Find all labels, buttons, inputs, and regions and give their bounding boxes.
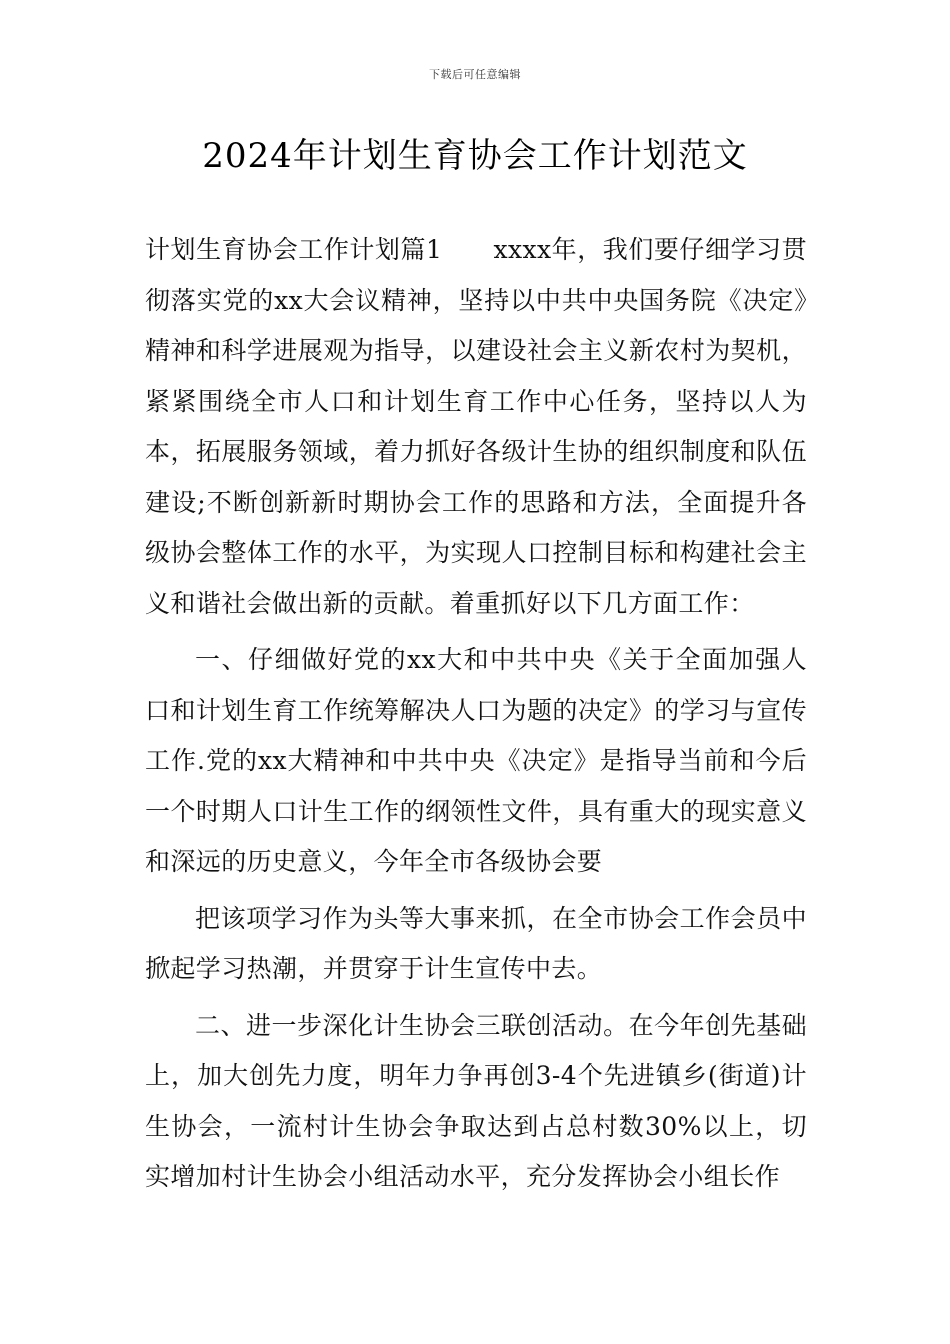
paragraph-2: 一、仔细做好党的xx大和中共中央《关于全面加强人口和计划生育工作统筹解决人口为题的决定》的学习与宣传工作.党的xx大精神和中共中央《决定》是指导当前和今后一个时期人口计生工作的纲领性文件，具有重大的现实意义和深远的历史意义，今年全市各级协会要 xyxy=(145,645,807,876)
paragraph-4: 二、进一步深化计生协会三联创活动。在今年创先基础上，加大创先力度，明年力争再创3-4个先进镇乡(街道)计生协会，一流村计生协会争取达到占总村数30%以上，切实增加村计生协会小组活动水平，充分发挥协会小组长作 xyxy=(145,1010,807,1191)
paragraph-1: 计划生育协会工作计划篇1 xxxx年，我们要仔细学习贯彻落实党的xx大会议精神，坚持以中共中央国务院《决定》精神和科学进展观为指导，以建设社会主义新农村为契机，紧紧围绕全市人口和计划生育工作中心任务，坚持以人为本，拓展服务领域，着力抓好各级计生协的组织制度和队伍建设;不断创新新时期协会工作的思路和方法，全面提升各级协会整体工作的水平，为实现人口控制目标和构建社会主义和谐社会做出新的贡献。着重抓好以下几方面工作： xyxy=(145,235,807,618)
document-title: 2024年计划生育协会工作计划范文 xyxy=(202,136,748,176)
document-body xyxy=(145,225,807,1209)
paragraph-3: 把该项学习作为头等大事来抓，在全市协会工作会员中掀起学习热潮，并贯穿于计生宣传中去。 xyxy=(145,903,807,983)
header-note: 下载后可任意编辑 xyxy=(429,68,521,81)
